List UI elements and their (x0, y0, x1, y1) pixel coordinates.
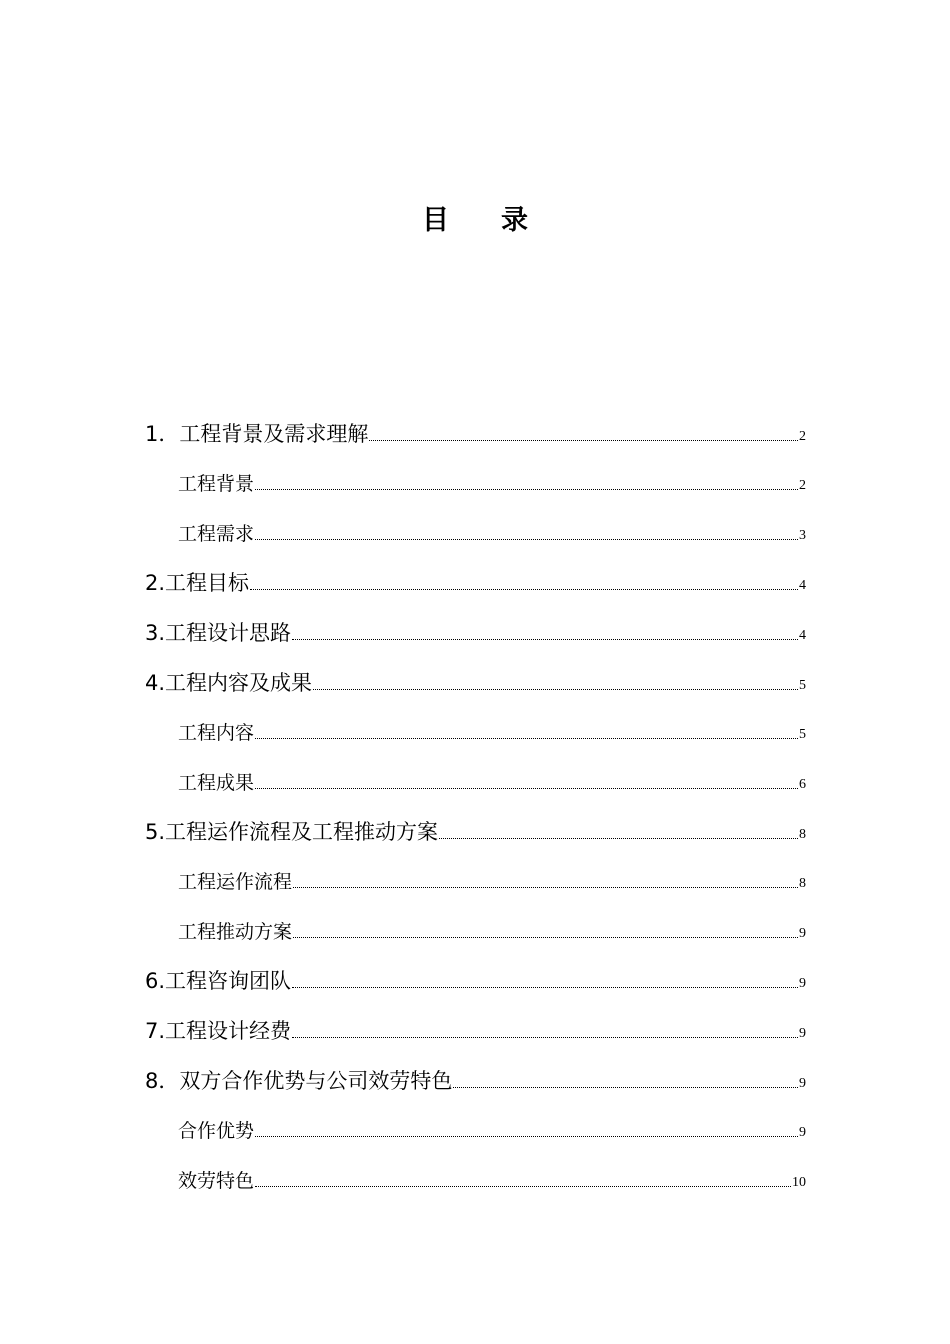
toc-entry-3[interactable] (145, 604, 806, 644)
toc-entry-label: 工程运作流程 (178, 871, 293, 893)
toc-dot-leader (255, 738, 798, 739)
toc-page-number: 10 (792, 1175, 806, 1190)
toc-entry-8[interactable] (145, 1052, 806, 1092)
toc-title-char-1: 目 (422, 205, 449, 236)
toc-page-number: 8 (799, 827, 806, 842)
toc-entry-6[interactable] (145, 952, 806, 992)
toc-page-number: 5 (799, 727, 806, 742)
toc-dot-leader (292, 639, 798, 640)
toc-entry-4[interactable] (145, 654, 806, 694)
toc-dot-leader (292, 1037, 798, 1038)
toc-entry-1-1[interactable] (178, 454, 806, 494)
toc-entry-label: 工程推动方案 (178, 921, 293, 943)
toc-entry-8-2[interactable] (178, 1151, 806, 1191)
toc-entry-label: 6.工程咨询团队 (145, 969, 292, 993)
toc-entry-label: 工程需求 (178, 523, 255, 545)
toc-dot-leader (255, 1186, 791, 1187)
toc-dot-leader (453, 1087, 798, 1088)
toc-page-number: 5 (799, 678, 806, 693)
toc-entry-label: 3.工程设计思路 (145, 621, 292, 645)
toc-dot-leader (255, 1136, 798, 1137)
toc-entry-4-1[interactable] (178, 703, 806, 743)
toc-entry-1[interactable] (145, 405, 806, 445)
toc-entry-5[interactable] (145, 803, 806, 843)
toc-entry-8-1[interactable] (178, 1101, 806, 1141)
toc-entry-label: 工程成果 (178, 772, 255, 794)
toc-entry-2[interactable] (145, 554, 806, 594)
toc-entry-label: 1．工程背景及需求理解 (145, 422, 369, 446)
toc-entry-label: 7.工程设计经费 (145, 1019, 292, 1043)
toc-page-number: 3 (799, 528, 806, 543)
toc-entry-label: 4.工程内容及成果 (145, 671, 313, 695)
toc-dot-leader (313, 689, 798, 690)
toc-page-number: 9 (799, 926, 806, 941)
toc-title (0, 198, 950, 237)
toc-page-number: 9 (799, 1026, 806, 1041)
toc-page-number: 2 (799, 478, 806, 493)
toc-entry-5-2[interactable] (178, 902, 806, 942)
toc-entry-label: 效劳特色 (178, 1170, 255, 1192)
toc-entry-label: 合作优势 (178, 1120, 255, 1142)
toc-page-number: 8 (799, 876, 806, 891)
toc-entry-label: 工程背景 (178, 473, 255, 495)
toc-dot-leader (293, 887, 798, 888)
toc-dot-leader (255, 539, 798, 540)
toc-entry-label: 工程内容 (178, 722, 255, 744)
toc-page-number: 9 (799, 976, 806, 991)
toc-dot-leader (293, 937, 798, 938)
toc-dot-leader (255, 489, 798, 490)
toc-entry-7[interactable] (145, 1002, 806, 1042)
toc-entry-1-2[interactable] (178, 504, 806, 544)
toc-dot-leader (250, 589, 798, 590)
toc-dot-leader (292, 987, 798, 988)
toc-page-number: 2 (799, 429, 806, 444)
toc-page-number: 4 (799, 578, 806, 593)
toc-page-number: 6 (799, 777, 806, 792)
toc-dot-leader (439, 838, 798, 839)
toc-entry-5-1[interactable] (178, 852, 806, 892)
toc-entry-label: 2.工程目标 (145, 571, 250, 595)
toc-entry-label: 5.工程运作流程及工程推动方案 (145, 820, 439, 844)
toc-dot-leader (255, 788, 798, 789)
toc-entry-label: 8．双方合作优势与公司效劳特色 (145, 1069, 453, 1093)
toc-page-number: 4 (799, 628, 806, 643)
toc-page-number: 9 (799, 1076, 806, 1091)
toc-title-char-2: 录 (501, 205, 528, 236)
toc-dot-leader (369, 440, 798, 441)
toc-entry-4-2[interactable] (178, 753, 806, 793)
toc-page-number: 9 (799, 1125, 806, 1140)
